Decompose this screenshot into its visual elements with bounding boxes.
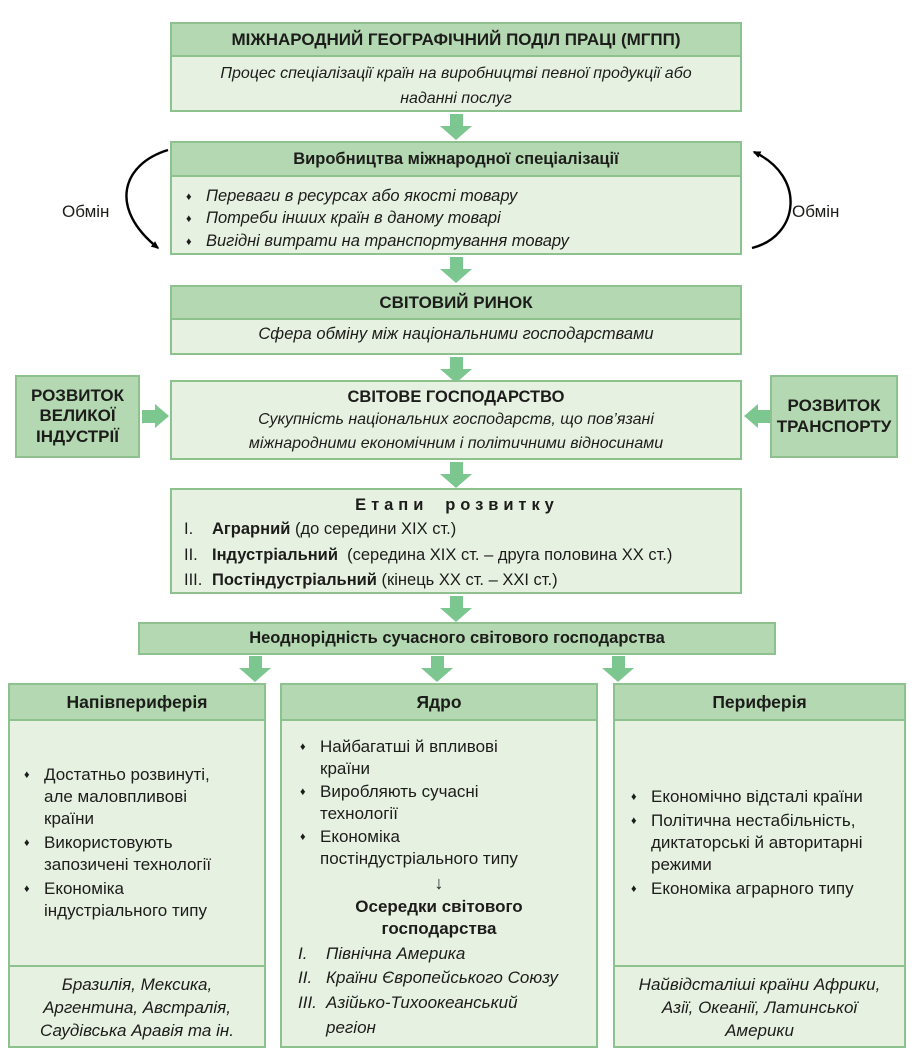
- down-arrow-icon: [440, 257, 472, 283]
- market-box: [170, 285, 742, 355]
- market-title: СВІТОВИЙ РИНОК: [172, 287, 740, 320]
- production-bullet: ♦ Потреби інших країн в даному товарі: [186, 208, 730, 229]
- region-name: Північна Америка: [326, 943, 466, 963]
- exchange-label-right: Обмін: [792, 202, 840, 221]
- periphery-column: [613, 683, 906, 1048]
- economy-title: СВІТОВЕ ГОСПОДАРСТВО: [347, 388, 565, 406]
- stages-title: Етапи розвитку: [355, 496, 559, 514]
- mgpp-description: Процес спеціалізації країн на виробництві певної продукції або наданні послуг: [220, 65, 692, 107]
- periphery-title: Периферія: [615, 685, 904, 721]
- region-name: Країни Європейського Союзу: [326, 968, 558, 988]
- stage-item: [184, 543, 730, 569]
- diamond-bullet-icon: ♦: [300, 786, 306, 799]
- diamond-bullet-icon: ♦: [186, 191, 192, 203]
- stages-box: [170, 488, 742, 594]
- right-arrow-icon: [142, 404, 169, 428]
- industry-box: [15, 375, 140, 458]
- region-numeral: III.: [298, 993, 317, 1013]
- diamond-bullet-icon: ♦: [24, 883, 30, 896]
- core-bullet: ♦ Найбагатші й впливові країни: [300, 736, 552, 780]
- down-arrow-glyph: ↓: [434, 872, 444, 893]
- down-arrow-icon: [239, 656, 271, 682]
- stage-name: Постіндустріальний: [212, 571, 377, 590]
- left-arrow-icon: [744, 404, 771, 428]
- stage-numeral: I.: [184, 520, 194, 538]
- diamond-bullet-icon: ♦: [186, 213, 192, 226]
- stage-numeral: II.: [184, 545, 198, 564]
- periphery-examples: Найвідсталіші країни Африки, Азії, Океанії, Латинської Америки: [615, 965, 904, 1050]
- region-numeral: I.: [298, 943, 308, 963]
- production-title: Виробництва міжнародної спеціалізації: [172, 143, 740, 177]
- diamond-bullet-icon: ♦: [186, 235, 192, 248]
- down-arrow-icon: [602, 656, 634, 682]
- stage-name: Аграрний: [212, 520, 291, 538]
- economy-description: Сукупність національних господарств, що пов’язані міжнародними економічним і політичними відносинами: [248, 411, 664, 452]
- stage-numeral: III.: [184, 571, 203, 590]
- transport-label: РОЗВИТОК ТРАНСПОРТУ: [776, 396, 892, 436]
- production-bullet: ♦ Переваги в ресурсах або якості товару: [186, 186, 730, 207]
- mgpp-title: МІЖНАРОДНИЙ ГЕОГРАФІЧНИЙ ПОДІЛ ПРАЦІ (МГПП): [172, 24, 740, 57]
- stage-item: [184, 568, 730, 594]
- core-bullet: ♦ Виробляють сучасні технології: [300, 781, 552, 825]
- stage-period: (середина XIX ст. – друга половина XX ст.): [347, 545, 673, 564]
- semiperiphery-bullet: ♦ Використовують запозичені технології: [24, 832, 222, 876]
- mgpp-box: [170, 22, 742, 112]
- core-bullet: ♦ Економіка постіндустріального типу: [300, 826, 552, 870]
- curved-arrow-left-icon: [102, 144, 172, 264]
- semiperiphery-column: [8, 683, 266, 1048]
- down-arrow-icon: [421, 656, 453, 682]
- stage-item: [184, 517, 730, 543]
- diamond-bullet-icon: ♦: [24, 836, 30, 849]
- exchange-label-left: Обмін: [62, 202, 110, 221]
- periphery-bullet: ♦ Економіка аграрного типу: [631, 878, 876, 900]
- diamond-bullet-icon: ♦: [631, 814, 637, 827]
- semiperiphery-bullet: ♦ Достатньо розвинуті, але маловпливові країни: [24, 764, 222, 830]
- core-column: [280, 683, 598, 1048]
- semiperiphery-bullet: ♦ Економіка індустріального типу: [24, 878, 222, 922]
- transport-box: [770, 375, 898, 458]
- periphery-bullet: ♦ Економічно відсталі країни: [631, 786, 876, 808]
- production-bullet: ♦ Вигідні витрати на транспортування товару: [186, 231, 730, 252]
- stage-period: (до середини XIX ст.): [294, 520, 457, 538]
- semiperiphery-title: Напівпериферія: [10, 685, 264, 721]
- production-box: [170, 141, 742, 255]
- down-arrow-icon: [440, 596, 472, 622]
- diamond-bullet-icon: ♦: [24, 768, 30, 781]
- core-region-item: [298, 991, 576, 1040]
- industry-label: РОЗВИТОК ВЕЛИКОЇ ІНДУСТРІЇ: [30, 385, 125, 446]
- diamond-bullet-icon: ♦: [631, 883, 637, 896]
- region-name: Азійько-Тихоокеанський регіон: [326, 993, 518, 1037]
- core-region-item: [298, 942, 576, 967]
- down-arrow-icon: [440, 462, 472, 488]
- semiperiphery-examples: Бразилія, Мексика, Аргентина, Австралія, Саудівська Аравія та ін.: [10, 965, 264, 1050]
- heterogeneity-band: [138, 622, 776, 655]
- core-subtitle: Осередки світового господарства: [355, 896, 523, 938]
- region-numeral: II.: [298, 968, 313, 988]
- economy-box: [170, 380, 742, 460]
- stage-period: (кінець XX ст. – XXI ст.): [381, 571, 558, 590]
- market-description: Сфера обміну між національними господарствами: [258, 325, 654, 343]
- down-arrow-icon: [440, 114, 472, 140]
- heterogeneity-title: Неоднорідність сучасного світового господарства: [249, 629, 665, 647]
- core-region-item: [298, 966, 576, 991]
- core-title: Ядро: [282, 685, 596, 721]
- periphery-bullet: ♦ Політична нестабільність, диктаторські й авторитарні режими: [631, 810, 876, 876]
- diamond-bullet-icon: ♦: [631, 790, 637, 803]
- diamond-bullet-icon: ♦: [300, 831, 306, 844]
- diamond-bullet-icon: ♦: [300, 741, 306, 753]
- stage-name: Індустріальний: [212, 545, 338, 564]
